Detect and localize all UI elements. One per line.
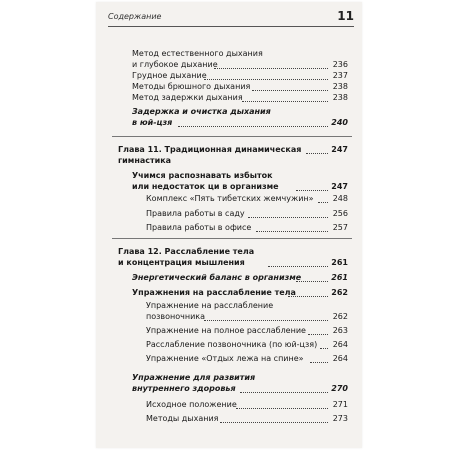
- toc-entry: [96, 193, 362, 205]
- dot-leader: [236, 396, 328, 409]
- section-divider: [112, 238, 352, 239]
- toc-chapter: [96, 257, 362, 269]
- dot-leader: [242, 89, 328, 102]
- toc-chapter: [96, 155, 362, 167]
- toc-entry-page: 262: [331, 288, 348, 297]
- toc-entry-page: 257: [332, 223, 348, 232]
- toc-entry-page: 261: [331, 273, 348, 282]
- toc-entry-page: 270: [331, 384, 348, 393]
- toc-entry-page: 238: [332, 93, 348, 102]
- toc-entry-title: Упражнение на расслабление: [146, 301, 274, 310]
- toc-chapter-title: Глава 12. Расслабление тела: [118, 247, 255, 256]
- toc-entry: [96, 117, 362, 129]
- toc-entry-title: Грудное дыхание: [132, 71, 207, 80]
- toc-entry-page: 262: [332, 312, 348, 321]
- dot-leader: [296, 269, 328, 282]
- toc-entry-title: и глубокое дыхание: [132, 60, 218, 69]
- toc-chapter-title: Глава 11. Традиционная динамическая: [118, 145, 302, 154]
- toc-entry-title: Упражнение «Отдых лежа на спине»: [146, 354, 304, 363]
- toc-entry: [96, 92, 362, 104]
- dot-leader: [204, 308, 328, 321]
- toc-entry-title: Методы брюшного дыхания: [132, 82, 251, 91]
- toc-entry-title: Упражнения на расслабление тела: [132, 288, 296, 297]
- toc-entry-title: Методы дыхания: [146, 414, 219, 423]
- toc-entry-page: 248: [332, 194, 348, 203]
- book-page: [96, 2, 362, 448]
- header-title: Содержание: [108, 12, 162, 21]
- dot-leader: [220, 410, 328, 423]
- toc-entry-page: 271: [332, 400, 348, 409]
- toc-entry-page: 273: [332, 414, 348, 423]
- toc-entry-title: Метод задержки дыхания: [132, 93, 243, 102]
- toc-entry-page: 236: [332, 60, 348, 69]
- dot-leader: [268, 254, 328, 267]
- toc-entry: [96, 413, 362, 425]
- toc-chapter-page: 261: [331, 258, 348, 267]
- toc-entry-page: 264: [332, 340, 348, 349]
- toc-entry-page: 237: [332, 71, 348, 80]
- dot-leader: [320, 336, 328, 349]
- dot-leader: [178, 114, 328, 127]
- toc-entry-title: Исходное положение: [146, 400, 237, 409]
- toc-entry-title: Задержка и очистка дыхания: [132, 107, 271, 116]
- toc-entry-title: Комплекс «Пять тибетских жемчужин»: [146, 194, 314, 203]
- dot-leader: [308, 322, 328, 335]
- dot-leader: [248, 205, 328, 218]
- running-header: [108, 9, 354, 27]
- dot-leader: [306, 141, 328, 154]
- toc-chapter-page: 247: [331, 145, 348, 154]
- toc-entry: [96, 287, 362, 299]
- dot-leader: [318, 190, 328, 203]
- toc-entry-page: 263: [332, 326, 348, 335]
- header-page-number: 11: [337, 9, 354, 23]
- toc-entry-title: Расслабление позвоночника (по юй-цзя): [146, 340, 318, 349]
- dot-leader: [240, 380, 328, 393]
- toc-entry-title: Правила работы в саду: [146, 209, 245, 218]
- toc-entry-title: Правила работы в офисе: [146, 223, 252, 232]
- toc-entry: [96, 353, 362, 365]
- toc-chapter-title: и концентрация мышления: [118, 258, 245, 267]
- toc-chapter-title: гимнастика: [118, 156, 172, 165]
- toc-entry: [96, 272, 362, 284]
- toc-entry-title: в юй-цзя: [132, 118, 173, 127]
- toc-entry-page: 240: [331, 118, 348, 127]
- dot-leader: [310, 350, 328, 363]
- toc-entry-title: Энергетический баланс в организме: [132, 273, 302, 282]
- toc-entry: [96, 383, 362, 395]
- toc-entry-title: внутреннего здоровья: [132, 384, 236, 393]
- toc-entry-page: 247: [331, 182, 348, 191]
- section-divider: [112, 136, 352, 137]
- toc-entry-title: Учимся распознавать избыток: [132, 171, 273, 180]
- toc-entry-title: Метод естественного дыхания: [132, 49, 263, 58]
- toc-entry-title: или недостаток ци в организме: [132, 182, 279, 191]
- toc-entry-title: Упражнение для развития: [132, 373, 256, 382]
- toc-entry-page: 238: [332, 82, 348, 91]
- dot-leader: [288, 284, 328, 297]
- toc-entry-title: Упражнение на полное расслабление: [146, 326, 306, 335]
- toc-entry-page: 264: [332, 354, 348, 363]
- toc-entry: [96, 222, 362, 234]
- dot-leader: [256, 219, 328, 232]
- toc-entry-title: позвоночника: [146, 312, 206, 321]
- toc-entry-page: 256: [332, 209, 348, 218]
